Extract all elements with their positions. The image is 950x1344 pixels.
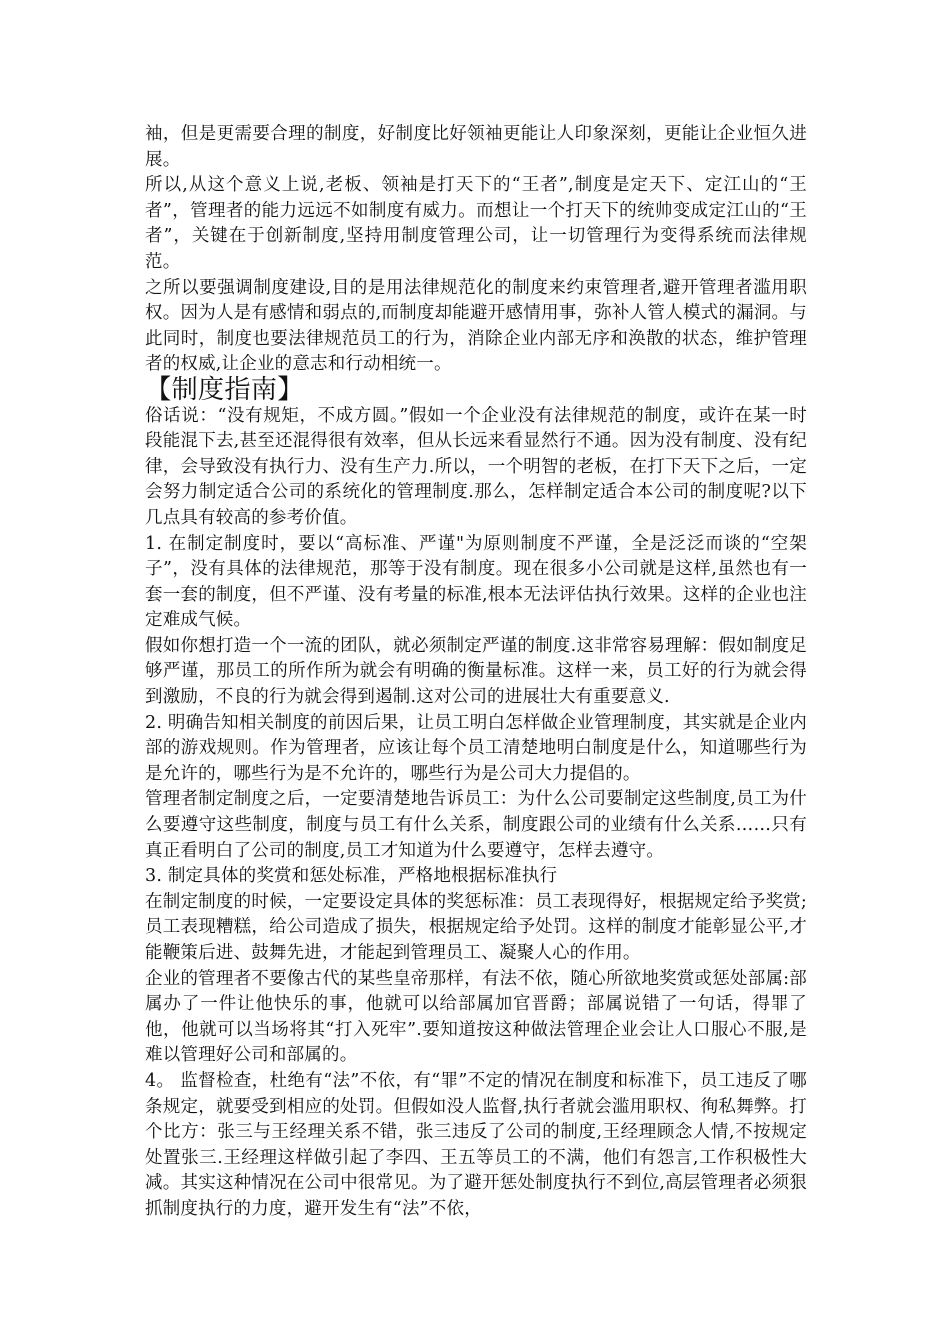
paragraph-proverb: 俗话说：“没有规矩，不成方圆。”假如一个企业没有法律规范的制度，或许在某一时段能混下去,甚至还混得很有效率，但从长远来看显然行不通。因为没有制度、没有纪律，会导致没有执行力、没有生产力.所以，一个明智的老板，在打下天下之后，一定会努力制定适合公司的系统化的管理制度.那么，怎样制定适合本公司的制度呢?以下几点具有较高的参考价值。	[145, 405, 807, 528]
paragraph-king-metaphor: 所以,从这个意义上说,老板、领袖是打天下的“王者”,制度是定天下、定江山的“王者”，管理者的能力远远不如制度有威力。而想让一个打天下的统帅变成定江山的“王者”，关键在于创新制度,坚持用制度管理公司，让一切管理行为变得系统而法律规范。	[145, 175, 807, 272]
paragraph-point-3-detail: 企业的管理者不要像古代的某些皇帝那样，有法不依，随心所欲地奖赏或惩处部属:部属办了一件让他快乐的事，他就可以给部属加官晋爵；部属说错了一句话，得罪了他，他就可以当场将其“打入死牢”.要知道按这种做法管理企业会让人口服心不服,是难以管理好公司和部属的。	[145, 968, 807, 1066]
paragraph-point-1: 1. 在制定制度时，要以“高标准、严谨"为原则制度不严谨，全是泛泛而谈的“空架子”，没有具体的法律规范，那等于没有制度。现在很多小公司就是这样,虽然也有一套一套的制度，但不严谨、没有考量的标准,根本无法评估执行效果。这样的企业也注定难成气候。	[145, 533, 807, 631]
paragraph-leader-vs-system: 袖，但是更需要合理的制度，好制度比好领袖更能让人印象深刻，更能让企业恒久进展。	[145, 124, 807, 170]
paragraph-point-2: 2. 明确告知相关制度的前因后果，让员工明白怎样做企业管理制度，其实就是企业内部的游戏规则。作为管理者，应该让每个员工清楚地明白制度是什么，知道哪些行为是允许的，哪些行为是不允许的，哪些行为是公司大力提倡的。	[145, 712, 807, 784]
paragraph-point-2-detail: 管理者制定制度之后，一定要清楚地告诉员工：为什么公司要制定这些制度,员工为什么要遵守这些制度，制度与员工有什么关系，制度跟公司的业绩有什么关系……只有真正看明白了公司的制度,员工才知道为什么要遵守，怎样去遵守。	[145, 789, 807, 861]
paragraph-point-1-detail: 假如你想打造一个一流的团队，就必须制定严谨的制度.这非常容易理解：假如制度足够严谨，那员工的所作所为就会有明确的衡量标准。这样一来，员工好的行为就会得到激励，不良的行为就会得到遏制.这对公司的进展壮大有重要意义.	[145, 635, 807, 708]
paragraph-point-3: 在制定制度的时候，一定要设定具体的奖惩标准：员工表现得好，根据规定给予奖赏;员工表现糟糕，给公司造成了损失，根据规定给予处罚。这样的制度才能彰显公平,才能鞭策后进、鼓舞先进，才能起到管理员工、凝聚人心的作用。	[145, 891, 807, 963]
section-heading: 【制度指南】	[145, 374, 304, 405]
paragraph-point-4: 4。 监督检查，杜绝有“法”不依，有“罪”不定的情况在制度和标准下，员工违反了哪条规定，就要受到相应的处罚。但假如没人监督,执行者就会滥用职权、徇私舞弊。打个比方：张三与王经理关系不错，张三违反了公司的制度,王经理顾念人情,不按规定处置张三.王经理这样做引起了李四、王五等员工的不满，他们有怨言,工作积极性大减。其实这种情况在公司中很常见。为了避开惩处制度执行不到位,高层管理者必须狠抓制度执行的力度，避开发生有“法”不依，	[145, 1070, 807, 1219]
paragraph-point-3-title: 3. 制定具体的奖赏和惩处标准，严格地根据标准执行	[145, 866, 558, 887]
document-body	[145, 122, 807, 1223]
paragraph-why-system: 之所以要强调制度建设,目的是用法律规范化的制度来约束管理者,避开管理者滥用职权。因为人是有感情和弱点的,而制度却能避开感情用事，弥补人管人模式的漏洞。与此同时，制度也要法律规范员工的行为，消除企业内部无序和涣散的状态，维护管理者的权威,让企业的意志和行动相统一。	[145, 277, 807, 375]
